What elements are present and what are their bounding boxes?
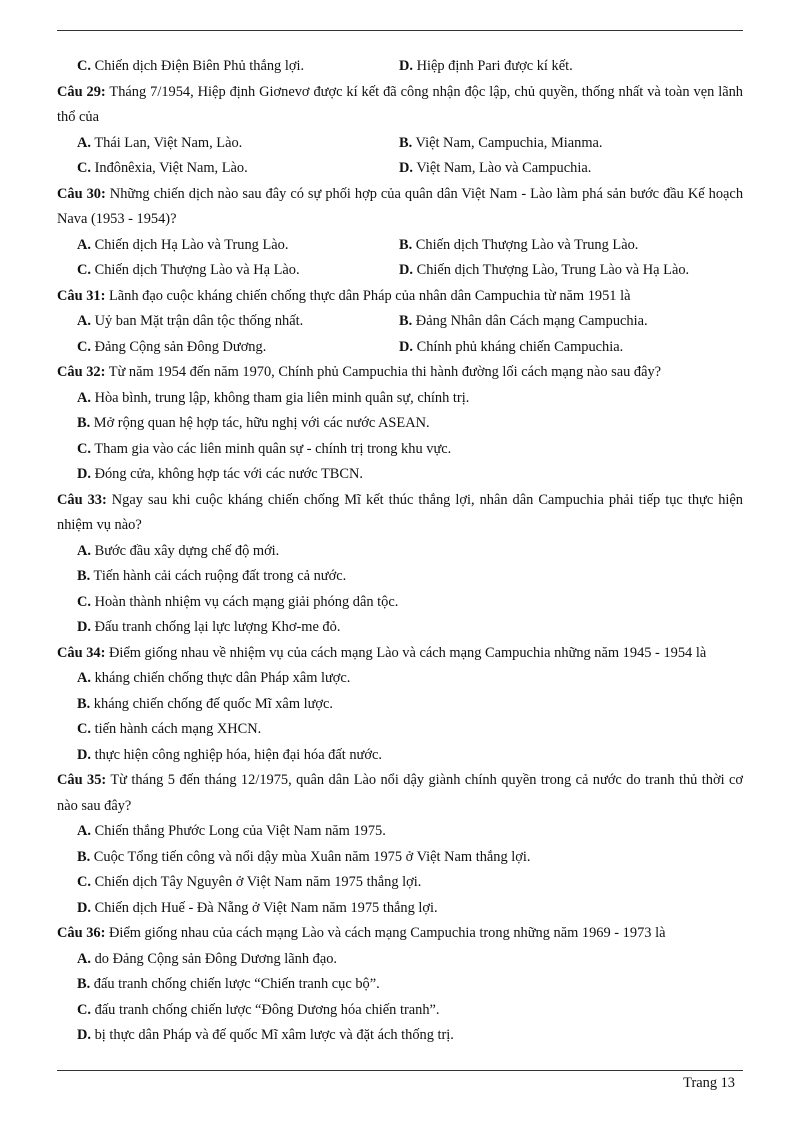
option-c: C. Chiến dịch Thượng Lào và Hạ Lào.: [77, 262, 300, 278]
question-text: Từ năm 1954 đến năm 1970, Chính phủ Campuchia thi hành đường lối cách mạng nào sau đây?: [105, 364, 662, 380]
option-d: D. Chiến dịch Thượng Lào, Trung Lào và Hạ Lào.: [399, 262, 690, 278]
question-block: [57, 80, 743, 182]
option-b: B. Mở rộng quan hệ hợp tác, hữu nghị với các nước ASEAN.: [77, 415, 430, 431]
option-c: C. Chiến dịch Tây Nguyên ở Việt Nam năm 1975 thắng lợi.: [77, 874, 422, 890]
option-a: A. Bước đầu xây dựng chế độ mới.: [77, 542, 280, 559]
question-text: Điểm giống nhau của cách mạng Lào và cách mạng Campuchia trong những năm 1969 - 1973 là: [105, 925, 666, 941]
option-c: C. Hoàn thành nhiệm vụ cách mạng giải phóng dân tộc.: [77, 593, 399, 610]
question-text: Những chiến dịch nào sau đây có sự phối hợp của quân dân Việt Nam - Lào làm phá sản bước đầu Kế hoạch Nava (1953 - 1954)?: [57, 185, 744, 227]
lead-in-options: [57, 54, 743, 80]
option-d: D. thực hiện công nghiệp hóa, hiện đại hóa đất nước.: [77, 746, 382, 763]
option-row: [57, 131, 743, 157]
option-d: D. Việt Nam, Lào và Campuchia.: [399, 160, 592, 176]
option-a: A. Chiến dịch Hạ Lào và Trung Lào.: [77, 236, 289, 253]
question-text: Từ tháng 5 đến tháng 12/1975, quân dân Lào nổi dậy giành chính quyền trong cả nước do tranh thủ thời cơ nào sau đây?: [57, 772, 744, 814]
option-row: [57, 335, 743, 361]
option-row: [57, 156, 743, 182]
question-number: Câu 34:: [57, 644, 106, 661]
question-number: Câu 31:: [57, 287, 106, 304]
option-b: B. kháng chiến chống đế quốc Mĩ xâm lược.: [77, 695, 334, 712]
question-number: Câu 36:: [57, 925, 106, 941]
option-d: D. Đấu tranh chống lại lực lượng Khơ-me đỏ.: [77, 619, 341, 635]
question-number: Câu 30:: [57, 185, 106, 202]
question-block: [57, 360, 743, 488]
option-d: D. Chính phủ kháng chiến Campuchia.: [399, 338, 624, 355]
question-block: [57, 641, 743, 769]
question-text: Điểm giống nhau về nhiệm vụ của cách mạng Lào và cách mạng Campuchia những năm 1945 - 1954 là: [105, 644, 707, 661]
option-c: C. Tham gia vào các liên minh quân sự - chính trị trong khu vực.: [77, 440, 452, 457]
question-text: Lãnh đạo cuộc kháng chiến chống thực dân Pháp của nhân dân Campuchia từ năm 1951 là: [105, 287, 631, 304]
question-stem: [57, 768, 743, 819]
question-block: [57, 488, 743, 641]
question-number: Câu 35:: [57, 772, 107, 788]
question-number: Câu 33:: [57, 491, 107, 508]
page-number: Trang 13: [683, 1075, 735, 1091]
question-stem: [57, 284, 743, 310]
option-row: [57, 258, 743, 284]
option-c: C. Chiến dịch Điện Biên Phủ thắng lợi.: [77, 58, 305, 74]
option-a: A. Chiến thắng Phước Long của Việt Nam năm 1975.: [77, 823, 386, 839]
option-b: B. Tiến hành cải cách ruộng đất trong cả nước.: [77, 568, 347, 584]
question-text: Ngay sau khi cuộc kháng chiến chống Mĩ kết thúc thắng lợi, nhân dân Campuchia phải tiếp tục thực hiện nhiệm vụ nào?: [57, 491, 743, 533]
question-block: [57, 284, 743, 361]
option-c: C. đấu tranh chống chiến lược “Đông Dương hóa chiến tranh”.: [77, 1001, 440, 1018]
option-row: [57, 233, 743, 259]
exam-content: [57, 54, 743, 1049]
option-row: [57, 309, 743, 335]
option-b: B. Việt Nam, Campuchia, Mianma.: [399, 134, 603, 151]
option-b: B. Chiến dịch Thượng Lào và Trung Lào.: [399, 236, 639, 253]
option-d: D. Hiệp định Pari được kí kết.: [399, 58, 573, 74]
question-stem: [57, 182, 743, 233]
header-rule: [57, 30, 743, 31]
question-block: [57, 768, 743, 921]
option-b: B. đấu tranh chống chiến lược “Chiến tranh cục bộ”.: [77, 976, 380, 992]
option-c: C. tiến hành cách mạng XHCN.: [77, 721, 262, 737]
option-c: C. Inđônêxia, Việt Nam, Lào.: [77, 160, 248, 176]
option-a: A. Thái Lan, Việt Nam, Lào.: [77, 134, 243, 151]
question-list: [57, 80, 743, 1049]
option-a: A. kháng chiến chống thực dân Pháp xâm lược.: [77, 670, 351, 686]
option-a: A. Hòa bình, trung lập, không tham gia liên minh quân sự, chính trị.: [77, 389, 470, 406]
option-a: A. do Đảng Cộng sản Đông Dương lãnh đạo.: [77, 950, 338, 967]
question-text: Tháng 7/1954, Hiệp định Giơnevơ được kí kết đã công nhận độc lập, chủ quyền, thống nhất và toàn vẹn lãnh thổ của: [57, 83, 743, 125]
question-stem: [57, 360, 743, 386]
question-block: [57, 921, 743, 1049]
question-number: Câu 32:: [57, 364, 106, 380]
option-b: B. Đảng Nhân dân Cách mạng Campuchia.: [399, 313, 648, 329]
option-d: D. Chiến dịch Huế - Đà Nẵng ở Việt Nam năm 1975 thắng lợi.: [77, 899, 438, 916]
option-c: C. Đảng Cộng sản Đông Dương.: [77, 338, 267, 355]
question-stem: [57, 488, 743, 539]
option-d: D. Đóng cửa, không hợp tác với các nước TBCN.: [77, 466, 363, 482]
question-stem: [57, 80, 743, 131]
question-stem: [57, 641, 743, 667]
question-block: [57, 182, 743, 284]
option-a: A. Uỷ ban Mặt trận dân tộc thống nhất.: [77, 313, 304, 329]
option-b: B. Cuộc Tổng tiến công và nổi dậy mùa Xuân năm 1975 ở Việt Nam thắng lợi.: [77, 848, 531, 865]
footer-rule: [57, 1070, 743, 1071]
question-number: Câu 29:: [57, 83, 106, 100]
option-d: D. bị thực dân Pháp và đế quốc Mĩ xâm lược và đặt ách thống trị.: [77, 1027, 454, 1043]
question-stem: [57, 921, 743, 947]
